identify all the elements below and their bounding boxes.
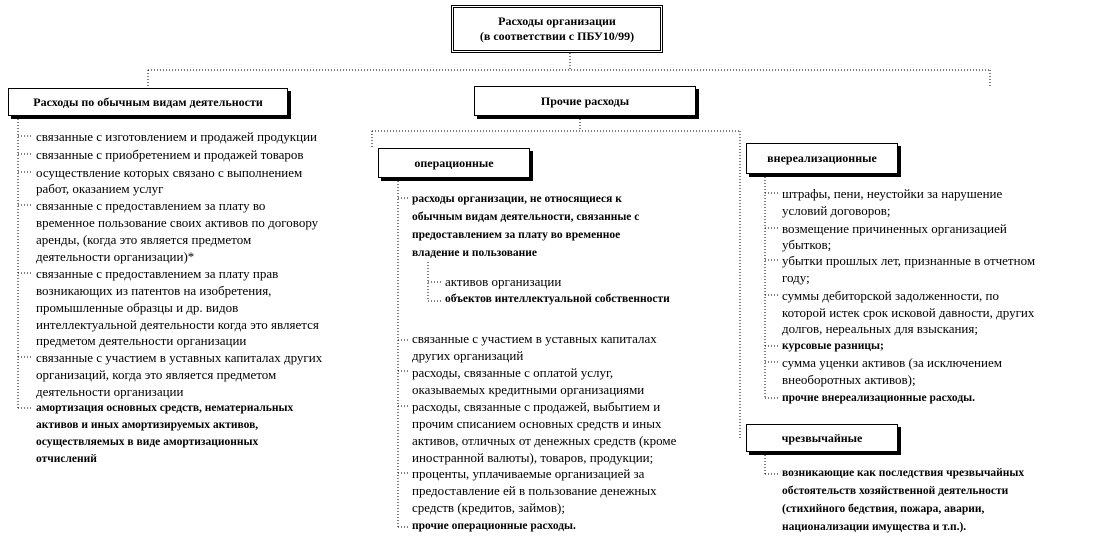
root-box — [451, 5, 663, 53]
operating-item-line: средств (кредитов, займов); — [412, 500, 565, 515]
extraordinary-item-line: национализации имущества и т.п.). — [782, 521, 967, 533]
ordinary-item-line: связанные с участием в уставных капиталах других — [36, 350, 323, 365]
ordinary-item-line: промышленные образцы и др. видов — [36, 300, 239, 315]
nonoperating-item-line: которой истек срок исковой давности, других — [782, 305, 1035, 320]
ordinary-item-line: связанные с предоставлением за плату прав — [36, 266, 279, 281]
operating-item-line: расходы, связанные с оплатой услуг, — [412, 365, 614, 380]
operating-item-line: расходы, связанные с продажей, выбытием и — [412, 399, 661, 414]
nonoperating-item-line: убытков; — [782, 237, 832, 252]
ordinary-item-line: отчислений — [36, 453, 97, 465]
ordinary-item-line: амортизация основных средств, нематериальных — [36, 402, 294, 414]
ordinary-item-line: интеллектуальной деятельности когда это является — [36, 317, 319, 332]
operating-item-line: иностранной валюты), товаров, продукции; — [412, 450, 654, 465]
nonoperating-item-line: условий договоров; — [782, 203, 891, 218]
operating-expenses-box — [378, 148, 530, 178]
operating-item-line: оказываемых кредитными организациями — [412, 382, 645, 397]
ordinary-item-line: связанные с изготовлением и продажей продукции — [36, 129, 317, 144]
ordinary-item-line: организаций, когда это является предметом — [36, 367, 277, 382]
operating-item-line: связанные с участием в уставных капиталах — [412, 331, 657, 346]
root-subtitle: (в соответствии с ПБУ10/99) — [479, 29, 635, 43]
other-expenses-box — [474, 86, 696, 116]
ordinary-item-line: временное пользование своих активов по договору — [36, 215, 319, 230]
root-title: Расходы организации — [498, 14, 616, 28]
operating-sub-item-line: активов организации — [445, 274, 562, 289]
ordinary-item-line: работ, оказанием услуг — [36, 181, 164, 196]
ordinary-item-line: деятельности организации)* — [36, 249, 195, 264]
ordinary-expenses-title: Расходы по обычным видам деятельности — [33, 94, 263, 109]
nonoperating-item-line: году; — [782, 270, 810, 285]
operating-item-line: предоставление ей в пользование денежных — [412, 483, 657, 498]
operating-item-line: активов, отличных от денежных средств (кроме — [412, 433, 677, 448]
operating-main-item-line: расходы организации, не относящиеся к — [412, 193, 622, 205]
operating-main-item-line: владение и пользование — [412, 247, 538, 259]
ordinary-item-line: предметом деятельности организации — [36, 333, 247, 348]
ordinary-item-line: осуществляемых в виде амортизационных — [36, 436, 259, 448]
ordinary-item-line: осуществление которых связано с выполнением — [36, 165, 303, 180]
nonoperating-item-line: курсовые разницы; — [782, 340, 884, 352]
operating-sub-item-line: объектов интеллектуальной собственности — [445, 293, 670, 305]
operating-title: операционные — [414, 155, 494, 170]
nonoperating-item-line: возмещение причиненных организацией — [782, 221, 1007, 236]
nonoperating-expenses-box — [746, 143, 898, 174]
ordinary-item-line: деятельности организации — [36, 384, 184, 399]
ordinary-item-line: активов и иных амортизируемых активов, — [36, 419, 259, 431]
extraordinary-title: чрезвычайные — [781, 430, 863, 445]
ordinary-item-line: связанные с приобретением и продажей товаров — [36, 147, 304, 162]
nonoperating-item-line: прочие внереализационные расходы. — [782, 392, 976, 404]
extraordinary-item-line: обстоятельств хозяйственной деятельности — [782, 485, 1009, 497]
ordinary-item-line: аренды, (когда это является предметом — [36, 232, 252, 247]
ordinary-item-line: связанные с предоставлением за плату во — [36, 198, 266, 213]
operating-item-line: прочим списанием основных средств и иных — [412, 416, 662, 431]
nonoperating-item-line: долгов, нереальных для взыскания; — [782, 321, 978, 336]
operating-main-item-line: обычным видам деятельности, связанные с — [412, 211, 640, 223]
operating-main-item-line: предоставлением за плату во временное — [412, 229, 621, 241]
ordinary-item-line: возникающих из патентов на изобретения, — [36, 283, 272, 298]
nonoperating-item-line: суммы дебиторской задолженности, по — [782, 288, 999, 303]
extraordinary-expenses-box — [746, 424, 898, 452]
operating-item-line: прочие операционные расходы. — [412, 520, 576, 532]
nonoperating-item-line: убытки прошлых лет, признанные в отчетном — [782, 253, 1036, 268]
extraordinary-item-line: (стихийного бедствия, пожара, аварии, — [782, 503, 985, 515]
nonoperating-item-line: сумма уценки активов (за исключением — [782, 355, 1002, 370]
nonoperating-title: внереализационные — [767, 151, 877, 165]
other-expenses-title: Прочие расходы — [540, 93, 630, 108]
nonoperating-item-line: внеоборотных активов); — [782, 372, 916, 387]
operating-item-line: проценты, уплачиваемые организацией за — [412, 466, 645, 481]
ordinary-expenses-box — [8, 88, 288, 116]
operating-item-line: других организаций — [412, 348, 524, 363]
extraordinary-item-line: возникающие как последствия чрезвычайных — [782, 467, 1025, 479]
nonoperating-item-line: штрафы, пени, неустойки за нарушение — [782, 186, 1003, 201]
